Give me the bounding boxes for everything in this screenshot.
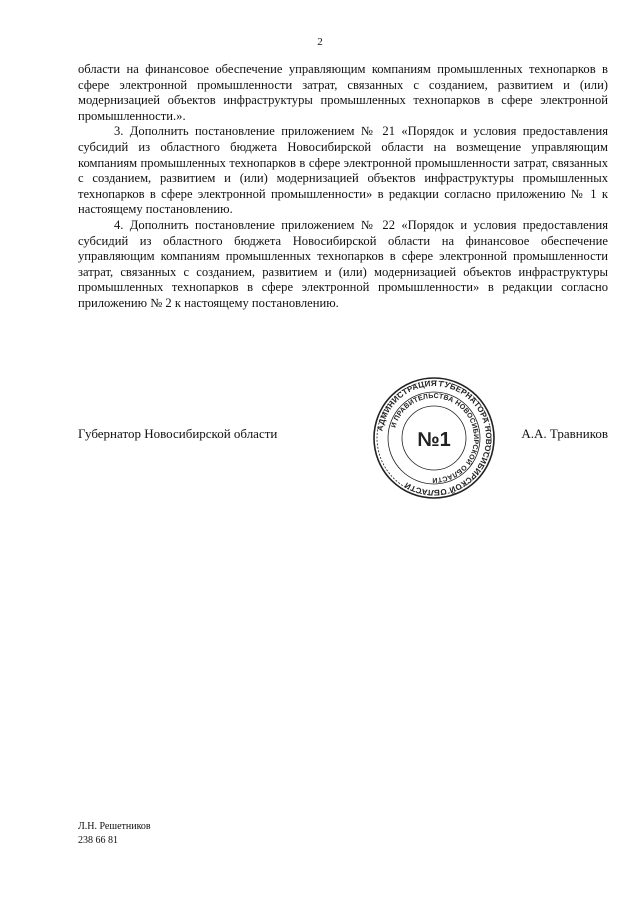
- seal-center-text: №1: [417, 429, 451, 451]
- paragraph-continuation: области на финансовое обеспечение управляющим компаниям промышленных технопарков в сфере электронной промышленности затрат, связанных с созданием, развитием и (или) модернизацией объектов инфраструктуры промышленных технопарков в сфере электронной промышленности.».: [78, 62, 608, 123]
- signatory-title: Губернатор Новосибирской области: [78, 426, 278, 441]
- seal-outer-text: АДМИНИСТРАЦИЯ ГУБЕРНАТОРА НОВОСИБИРСКОЙ ОБЛАСТИ: [375, 378, 494, 498]
- author-phone: 238 66 81: [78, 835, 118, 846]
- paragraph-item-4: 4. Дополнить постановление приложением № 22 «Порядок и условия предоставления субсидий из областного бюджета Новосибирской области на финансовое обеспечение управляющим компаниям промышленных технопарков в сфере электронной промышленности затрат, связанных с созданием, развитием и (или) модернизацией объектов инфраструктуры промышленных технопарков в сфере электронной промышленности» в редакции согласно приложению № 2 к настоящему постановлению.: [78, 217, 608, 310]
- signatory-name: А.А. Травников: [521, 426, 608, 441]
- contact-block: [78, 820, 151, 848]
- document-body: [78, 62, 608, 312]
- page-number: 2: [317, 36, 323, 48]
- paragraph-item-3: 3. Дополнить постановление приложением № 21 «Порядок и условия предоставления субсидий из областного бюджета Новосибирской области на возмещение управляющим компаниям промышленных технопарков в сфере электронной промышленности затрат, связанных с созданием, развитием и (или) модернизацией объектов инфраструктуры промышленных технопарков в сфере электронной промышленности» в редакции согласно приложению № 1 к настоящему постановлению.: [78, 124, 608, 217]
- seal-inner-text: И ПРАВИТЕЛЬСТВА НОВОСИБИРСКОЙ ОБЛАСТИ: [390, 392, 480, 484]
- author-name: Л.Н. Решетников: [78, 821, 151, 832]
- signature-block: [78, 426, 608, 446]
